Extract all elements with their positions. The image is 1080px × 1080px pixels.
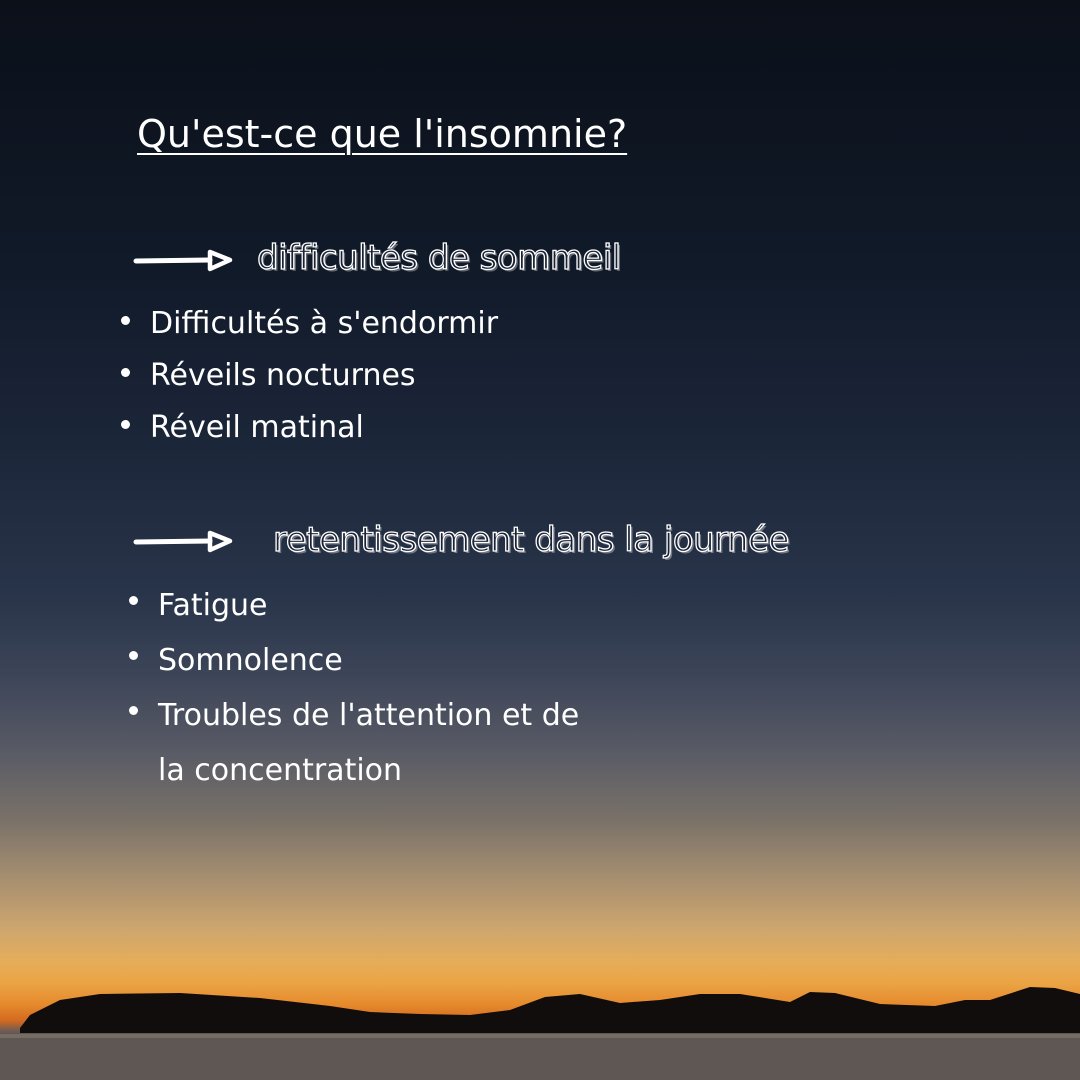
sleep-difficulties-list: [118, 298, 498, 454]
list-item: Fatigue: [126, 578, 579, 633]
list-item: Difficultés à s'endormir: [118, 298, 498, 350]
list-item-continuation: la concentration: [158, 753, 403, 788]
arrow-right-icon: [132, 248, 236, 272]
hills-silhouette: [20, 987, 1080, 1035]
list-item: Réveils nocturnes: [118, 350, 498, 402]
section-heading-daytime-impact: retentissement dans la journée: [273, 520, 789, 560]
list-item: Réveil matinal: [118, 402, 498, 454]
section-heading-sleep-difficulties: difficultés de sommeil: [257, 238, 621, 278]
list-item: Troubles de l'attention et de: [126, 688, 579, 743]
arrow-right-icon: [132, 529, 236, 553]
list-item: Somnolence: [126, 633, 579, 688]
water: [0, 1033, 1080, 1080]
daytime-impact-list: [126, 578, 579, 798]
page-title: Qu'est-ce que l'insomnie?: [137, 112, 628, 156]
sunset-landscape: [0, 960, 1080, 1080]
